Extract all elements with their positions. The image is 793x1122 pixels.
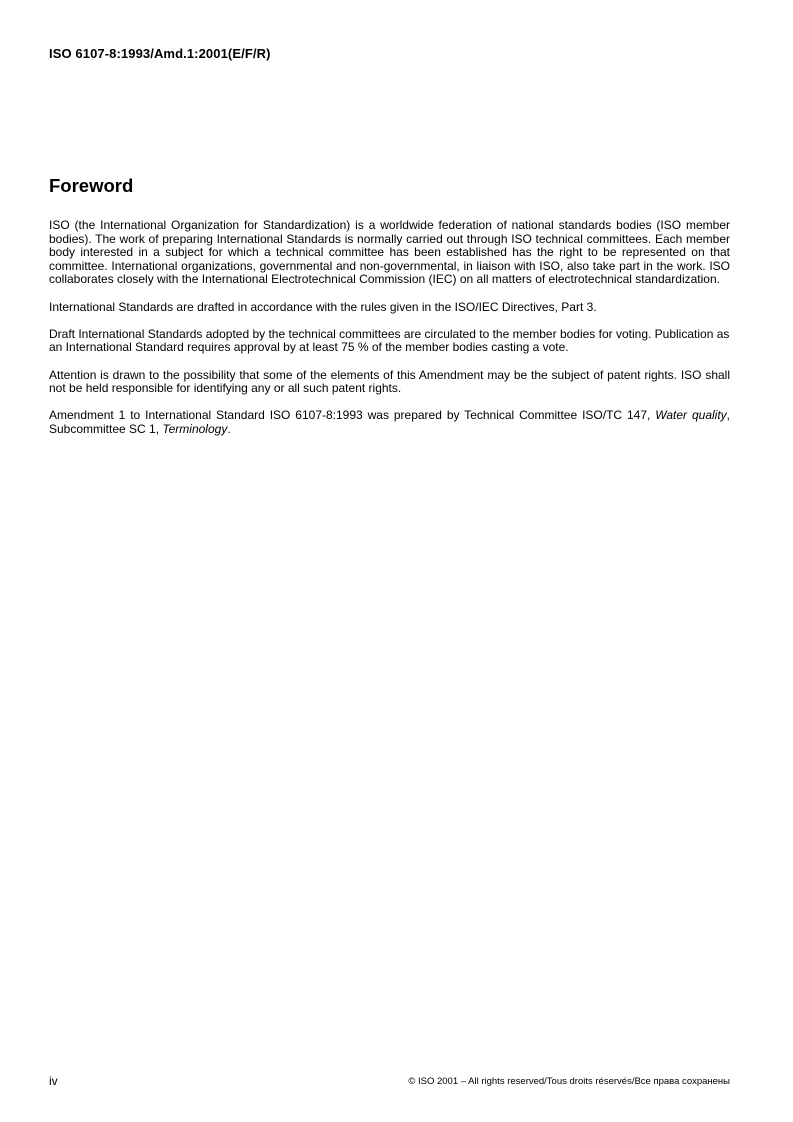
paragraph-voting: Draft International Standards adopted by the technical committees are circulated to the member bodies for voting. Publication as an International Standard requires approval by at least 75 % of the member bodies casting a vote. xyxy=(49,326,730,355)
foreword-body xyxy=(49,219,730,450)
foreword-heading: Foreword xyxy=(49,175,134,196)
amendment-text-lead: Amendment 1 to International Standard ISO 6107-8:1993 was prepared by Technical Committee ISO/TC 147, xyxy=(49,408,656,423)
amendment-italic-water-quality: Water quality xyxy=(655,408,727,423)
amendment-text-middle: , Subcommittee SC 1, xyxy=(49,408,731,436)
amendment-text-end: . xyxy=(227,421,231,436)
copyright-notice: © ISO 2001 – All rights reserved/Tous droits réservés/Все права сохранены xyxy=(408,1076,730,1087)
paragraph-patent-rights: Attention is drawn to the possibility that some of the elements of this Amendment may be the subject of patent rights. ISO shall not be held responsible for identifying any or all such patent rights. xyxy=(49,367,730,396)
document-identifier: ISO 6107-8:1993/Amd.1:2001(E/F/R) xyxy=(49,46,271,61)
page-number: iv xyxy=(49,1074,58,1088)
paragraph-drafting-rules: International Standards are drafted in accordance with the rules given in the ISO/IEC Directives, Part 3. xyxy=(49,299,597,314)
paragraph-amendment-info xyxy=(49,409,730,436)
paragraph-iso-description: ISO (the International Organization for Standardization) is a worldwide federation of national standards bodies (ISO member bodies). The work of preparing International Standards is normally carried out through ISO technical committees. Each member body interested in a subject for which a technical committee has been established has the right to be represented on that committee. International organizations, governmental and non-governmental, in liaison with ISO, also take part in the work. ISO collaborates closely with the International Electrotechnical Commission (IEC) on all matters of electrotechnical standardization. xyxy=(49,218,730,287)
amendment-italic-terminology: Terminology xyxy=(162,421,228,436)
